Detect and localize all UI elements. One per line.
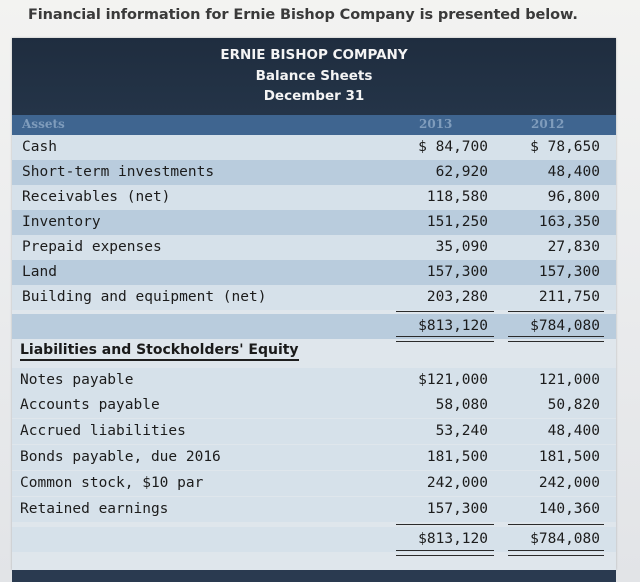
row-label: Prepaid expenses xyxy=(22,239,162,255)
row-label: Notes payable xyxy=(20,372,134,388)
value-2013: 157,300 xyxy=(426,264,488,280)
value-2012: 242,000 xyxy=(538,475,600,491)
table-row xyxy=(12,445,616,470)
value-2012: 211,750 xyxy=(538,289,600,305)
subtotal-rule-2012 xyxy=(508,524,604,525)
subtotal-rule-2013 xyxy=(396,524,494,525)
column-header-row xyxy=(12,115,616,135)
table-row xyxy=(12,210,616,235)
total-double-rule-2012 xyxy=(508,550,604,556)
assets-total-2013: $813,120 xyxy=(418,318,488,334)
statement-title: Balance Sheets xyxy=(255,68,373,84)
row-label: Accrued liabilities xyxy=(20,423,186,439)
total-double-rule-2013 xyxy=(396,336,494,342)
value-2013: $121,000 xyxy=(418,372,488,388)
table-row xyxy=(12,497,616,522)
value-2012: 181,500 xyxy=(538,449,600,465)
table-row xyxy=(12,471,616,496)
row-label: Cash xyxy=(22,139,57,155)
company-name: ERNIE BISHOP COMPANY xyxy=(220,47,408,63)
row-label: Building and equipment (net) xyxy=(22,289,267,305)
liabilities-total-2013: $813,120 xyxy=(418,531,488,547)
value-2012: $ 78,650 xyxy=(530,139,600,155)
value-2012: 140,360 xyxy=(538,501,600,517)
row-label: Accounts payable xyxy=(20,397,160,413)
total-double-rule-2013 xyxy=(396,550,494,556)
value-2012: 50,820 xyxy=(547,397,600,413)
value-2013: $ 84,700 xyxy=(418,139,488,155)
value-2012: 163,350 xyxy=(538,214,600,230)
subtotal-rule-2013 xyxy=(396,311,494,312)
table-row xyxy=(12,260,616,285)
row-label: Receivables (net) xyxy=(22,189,171,205)
table-row xyxy=(12,419,616,444)
assets-total-2012: $784,080 xyxy=(530,318,600,334)
table-row xyxy=(12,135,616,160)
row-label: Common stock, $10 par xyxy=(20,475,204,491)
value-2012: 121,000 xyxy=(538,372,600,388)
column-header-2013: 2013 xyxy=(419,117,453,131)
table-row xyxy=(12,235,616,260)
liabilities-total-row xyxy=(12,527,616,552)
statement-date: December 31 xyxy=(263,88,365,104)
intro-text: Financial information for Ernie Bishop Company is presented below. xyxy=(28,7,578,23)
row-label: Short-term investments xyxy=(22,164,215,180)
row-label: Bonds payable, due 2016 xyxy=(20,449,221,465)
liabilities-section-title: Liabilities and Stockholders' Equity xyxy=(20,342,299,361)
column-header-assets: Assets xyxy=(22,117,65,131)
table-row xyxy=(12,160,616,185)
table-row xyxy=(12,285,616,310)
row-label: Inventory xyxy=(22,214,101,230)
value-2013: 157,300 xyxy=(426,501,488,517)
column-header-2012: 2012 xyxy=(531,117,565,131)
value-2013: 62,920 xyxy=(435,164,488,180)
value-2012: 48,400 xyxy=(547,164,600,180)
liabilities-total-2012: $784,080 xyxy=(530,531,600,547)
subtotal-rule-2012 xyxy=(508,311,604,312)
value-2013: 35,090 xyxy=(435,239,488,255)
value-2012: 96,800 xyxy=(547,189,600,205)
value-2013: 118,580 xyxy=(426,189,488,205)
value-2013: 151,250 xyxy=(426,214,488,230)
table-row xyxy=(12,368,616,393)
value-2013: 203,280 xyxy=(426,289,488,305)
value-2012: 48,400 xyxy=(547,423,600,439)
value-2012: 27,830 xyxy=(547,239,600,255)
bottom-strip xyxy=(12,570,616,582)
value-2013: 53,240 xyxy=(435,423,488,439)
row-label: Retained earnings xyxy=(20,501,169,517)
value-2012: 157,300 xyxy=(538,264,600,280)
table-row xyxy=(12,185,616,210)
total-double-rule-2012 xyxy=(508,336,604,342)
statement-header xyxy=(12,38,616,115)
value-2013: 242,000 xyxy=(426,475,488,491)
table-row xyxy=(12,393,616,418)
row-label: Land xyxy=(22,264,57,280)
value-2013: 181,500 xyxy=(426,449,488,465)
value-2013: 58,080 xyxy=(435,397,488,413)
balance-sheet xyxy=(12,38,616,570)
